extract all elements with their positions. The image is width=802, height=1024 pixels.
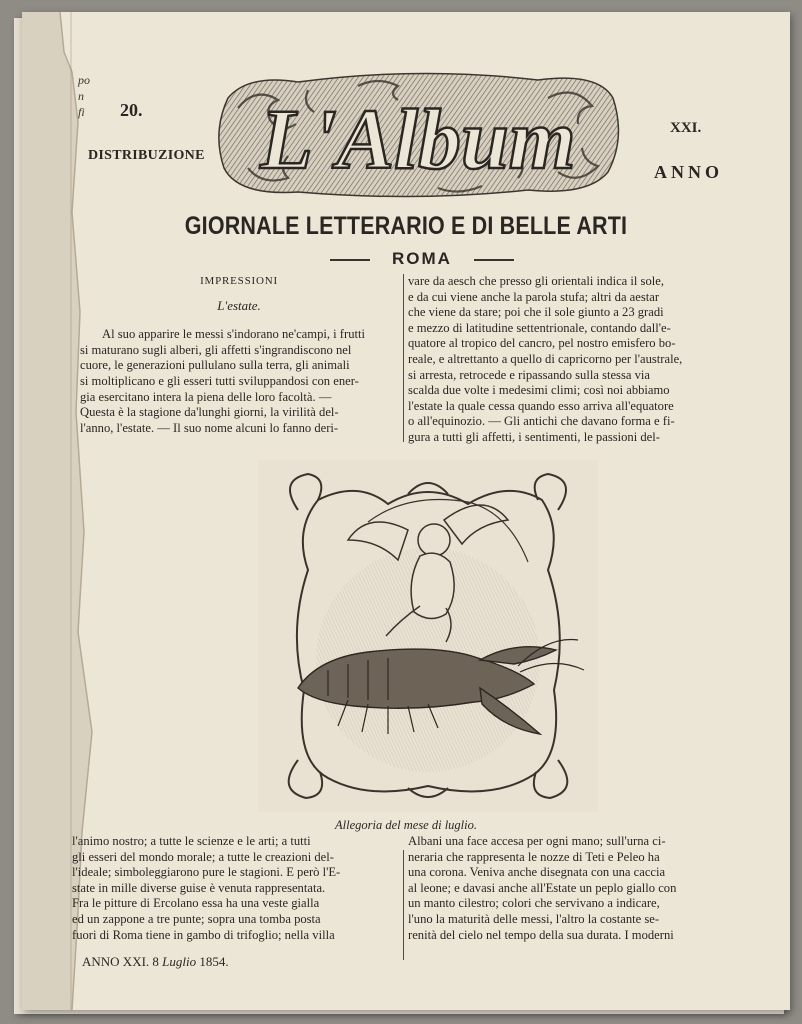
decorative-rule-right <box>474 259 514 261</box>
article-column-1 <box>80 274 398 436</box>
paragraph-line: cuore, le generazioni pullulano sulla terra, gli animali <box>80 358 350 373</box>
paragraph-line: l'animo nostro; a tutte le scienze e le arti; a tutti <box>72 834 311 848</box>
paragraph-line: ed un zappone a tre punte; sopra una tomba posta <box>72 911 321 926</box>
paragraph-line: Fra le pitture di Ercolano essa ha una veste gialla <box>72 896 320 911</box>
paragraph-line: che viene da stare; poi che il sole giunto a 23 gradi <box>408 305 664 320</box>
paragraph-line: si maturano sugli alberi, gli affetti s'ingrandiscono nel <box>80 342 352 357</box>
paragraph-line: gia esercitano intera la piena delle loro facoltà. — <box>80 389 332 404</box>
paragraph-line: e mezzo di latitudine settentrionale, contando dall'e- <box>408 320 671 335</box>
column-divider <box>403 274 404 442</box>
issue-date-footer <box>82 954 229 970</box>
volume-number: XXI. <box>670 120 702 136</box>
paragraph-line: o all'equinozio. — Gli antichi che davano forma e fi- <box>408 414 675 429</box>
article-column-2 <box>408 274 728 446</box>
paragraph-line: renità del cielo nel tempo della sua durata. I moderni <box>408 927 674 942</box>
article-column-3 <box>72 834 398 943</box>
paragraph-line: quatore al tropico del cancro, pel nostro emisfero bo- <box>408 336 676 351</box>
newspaper-page <box>22 12 790 1010</box>
issue-number: 20. <box>120 100 143 120</box>
paragraph-line: si arresta, retrocede e ripassando sulla stessa via <box>408 367 650 382</box>
footer-year: 1854. <box>199 954 229 969</box>
masthead-logo <box>208 68 628 202</box>
paragraph-line: si moltiplicano e gli esseri tutti sviluppandosi con ener- <box>80 373 359 388</box>
paragraph-line: Questa è la stagione da'lunghi giorni, la virilità del- <box>80 405 339 420</box>
city-name: ROMA <box>392 249 452 268</box>
footer-prefix: ANNO XXI. 8 <box>82 954 159 969</box>
distribution-label: DISTRIBUZIONE <box>88 148 205 163</box>
footer-month: Luglio <box>162 954 197 969</box>
cherub-riding-crayfish-engraving-icon <box>258 460 598 812</box>
article-kicker: IMPRESSIONI <box>200 275 278 287</box>
paragraph-line: e da cui viene anche la parola stufa; altri da aestar <box>408 289 660 304</box>
paragraph-line: l'uno la maturità delle messi, l'altro la costante se- <box>408 911 660 926</box>
year-label: ANNO <box>654 162 723 182</box>
paragraph-line: gura a tutti gli affetti, i sentimenti, le passioni del- <box>408 429 660 444</box>
paragraph-line: gli esseri del mondo morale; a tutte le creazioni del- <box>72 849 334 864</box>
paragraph-line: fuori di Roma tiene in gambo di trifoglio; nella villa <box>72 927 335 942</box>
paragraph-line: al leone; e davasi anche all'Estate un peplo giallo con <box>408 880 677 895</box>
paragraph-line: neraria che rappresenta le nozze di Teti e Peleo ha <box>408 849 660 864</box>
engraving-caption: Allegoria del mese di luglio. <box>335 818 477 832</box>
paragraph-line: vare da aesch che presso gli orientali indica il sole, <box>408 274 664 288</box>
article-heading: L'estate. <box>217 297 261 313</box>
paragraph-line: l'anno, l'estate. — Il suo nome alcuni lo fanno deri- <box>80 420 339 435</box>
paragraph-line: un manto cilestro; colori che servivano a indicare, <box>408 896 660 911</box>
paragraph-line: reale, e altrettanto a quello di capricorno per l'australe, <box>408 351 683 366</box>
paragraph-line: Al suo apparire le messi s'indorano ne'campi, i frutti <box>102 327 365 342</box>
paragraph-line: una corona. Veniva anche disegnata con una caccia <box>408 865 666 880</box>
engraving-illustration <box>258 460 598 812</box>
acanthus-scroll-ornament-icon <box>208 68 628 202</box>
paragraph-line: Albani una face accesa per ogni mano; sull'urna ci- <box>408 834 666 848</box>
masthead-title: L'Album <box>260 91 576 187</box>
paragraph-line: scalda due volte i medesimi climi; così noi abbiamo <box>408 383 670 398</box>
article-column-4 <box>408 834 728 943</box>
city-line <box>322 249 522 271</box>
paragraph-line: l'ideale; simboleggiarono pure le stagioni. E però l'E- <box>72 865 341 880</box>
edge-text-fragment: po n fi <box>78 73 90 119</box>
column-divider <box>403 850 404 960</box>
paragraph-line: l'estate la quale cessa quando esso arriva all'equatore <box>408 398 674 413</box>
newspaper-subtitle: GIORNALE LETTERARIO E DI BELLE ARTI <box>184 212 628 240</box>
paragraph-line: state in mille diverse guise è venuta rappresentata. <box>72 880 326 895</box>
